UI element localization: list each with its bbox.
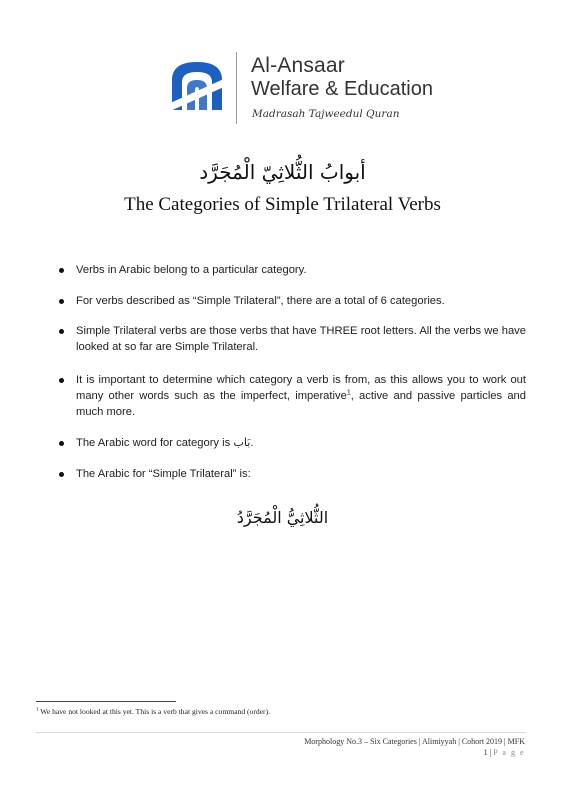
bullet-icon xyxy=(59,268,64,273)
bullet-icon xyxy=(59,472,64,477)
bullet-text-cont: , active and passive particles and much more. xyxy=(76,390,526,418)
footer-divider xyxy=(36,732,526,733)
bullet-text: It is important to determine which category a verb is from, as this allows you to work out many other words such as the imperfect, imperative xyxy=(76,374,526,402)
org-name: Al-Ansaar xyxy=(251,54,346,77)
footnote-text: We have not looked at this yet. This is a verb that gives a command (order). xyxy=(38,707,271,716)
footnote xyxy=(36,707,270,716)
footnote-divider xyxy=(36,701,176,702)
bullet-icon xyxy=(59,299,64,304)
page-separator: | xyxy=(487,748,494,757)
bullet-text: Verbs in Arabic belong to a particular category. xyxy=(76,264,307,276)
arabic-phrase: الثُّلاثِيُّ الْمُجَرَّدُ xyxy=(236,508,329,527)
bullet-icon xyxy=(59,378,64,383)
logo-divider xyxy=(236,52,237,124)
footer-text: Morphology No.3 – Six Categories | Alimiyyah | Cohort 2019 | MFK xyxy=(304,737,525,746)
footnote-ref[interactable]: 1 xyxy=(346,389,351,397)
bullet-icon xyxy=(59,441,64,446)
bullet-text-end: . xyxy=(250,437,254,449)
page-label: P a g e xyxy=(493,748,525,757)
arabic-title: أبوابُ الثُّلاثِيّ الْمُجَرَّد xyxy=(199,160,366,184)
bullet-text: Simple Trilateral verbs are those verbs that have THREE root letters. All the verbs we have looked at so far are Simple Trilateral. xyxy=(76,325,526,353)
bullet-text: The Arabic word for category is xyxy=(76,437,234,449)
list-item xyxy=(56,323,526,355)
list-item xyxy=(56,262,526,278)
arabic-word: بَاب xyxy=(233,436,251,449)
al-ansaar-logo-icon xyxy=(168,58,226,110)
page-number-value: 1 xyxy=(483,748,488,757)
footnote-number: 1 xyxy=(36,707,39,713)
bullet-icon xyxy=(59,329,64,334)
org-subtitle: Welfare & Education xyxy=(251,78,433,100)
org-tagline: Madrasah Tajweedul Quran xyxy=(252,108,400,120)
list-item xyxy=(56,293,526,309)
bullet-text: For verbs described as “Simple Trilateral”, there are a total of 6 categories. xyxy=(76,295,445,307)
page-number xyxy=(484,748,525,757)
bullet-text: The Arabic for “Simple Trilateral” is: xyxy=(76,468,251,480)
page-title: The Categories of Simple Trilateral Verbs xyxy=(124,194,441,215)
list-item xyxy=(56,372,526,420)
bullet-list xyxy=(56,262,526,482)
list-item xyxy=(56,466,526,482)
list-item xyxy=(56,435,526,451)
